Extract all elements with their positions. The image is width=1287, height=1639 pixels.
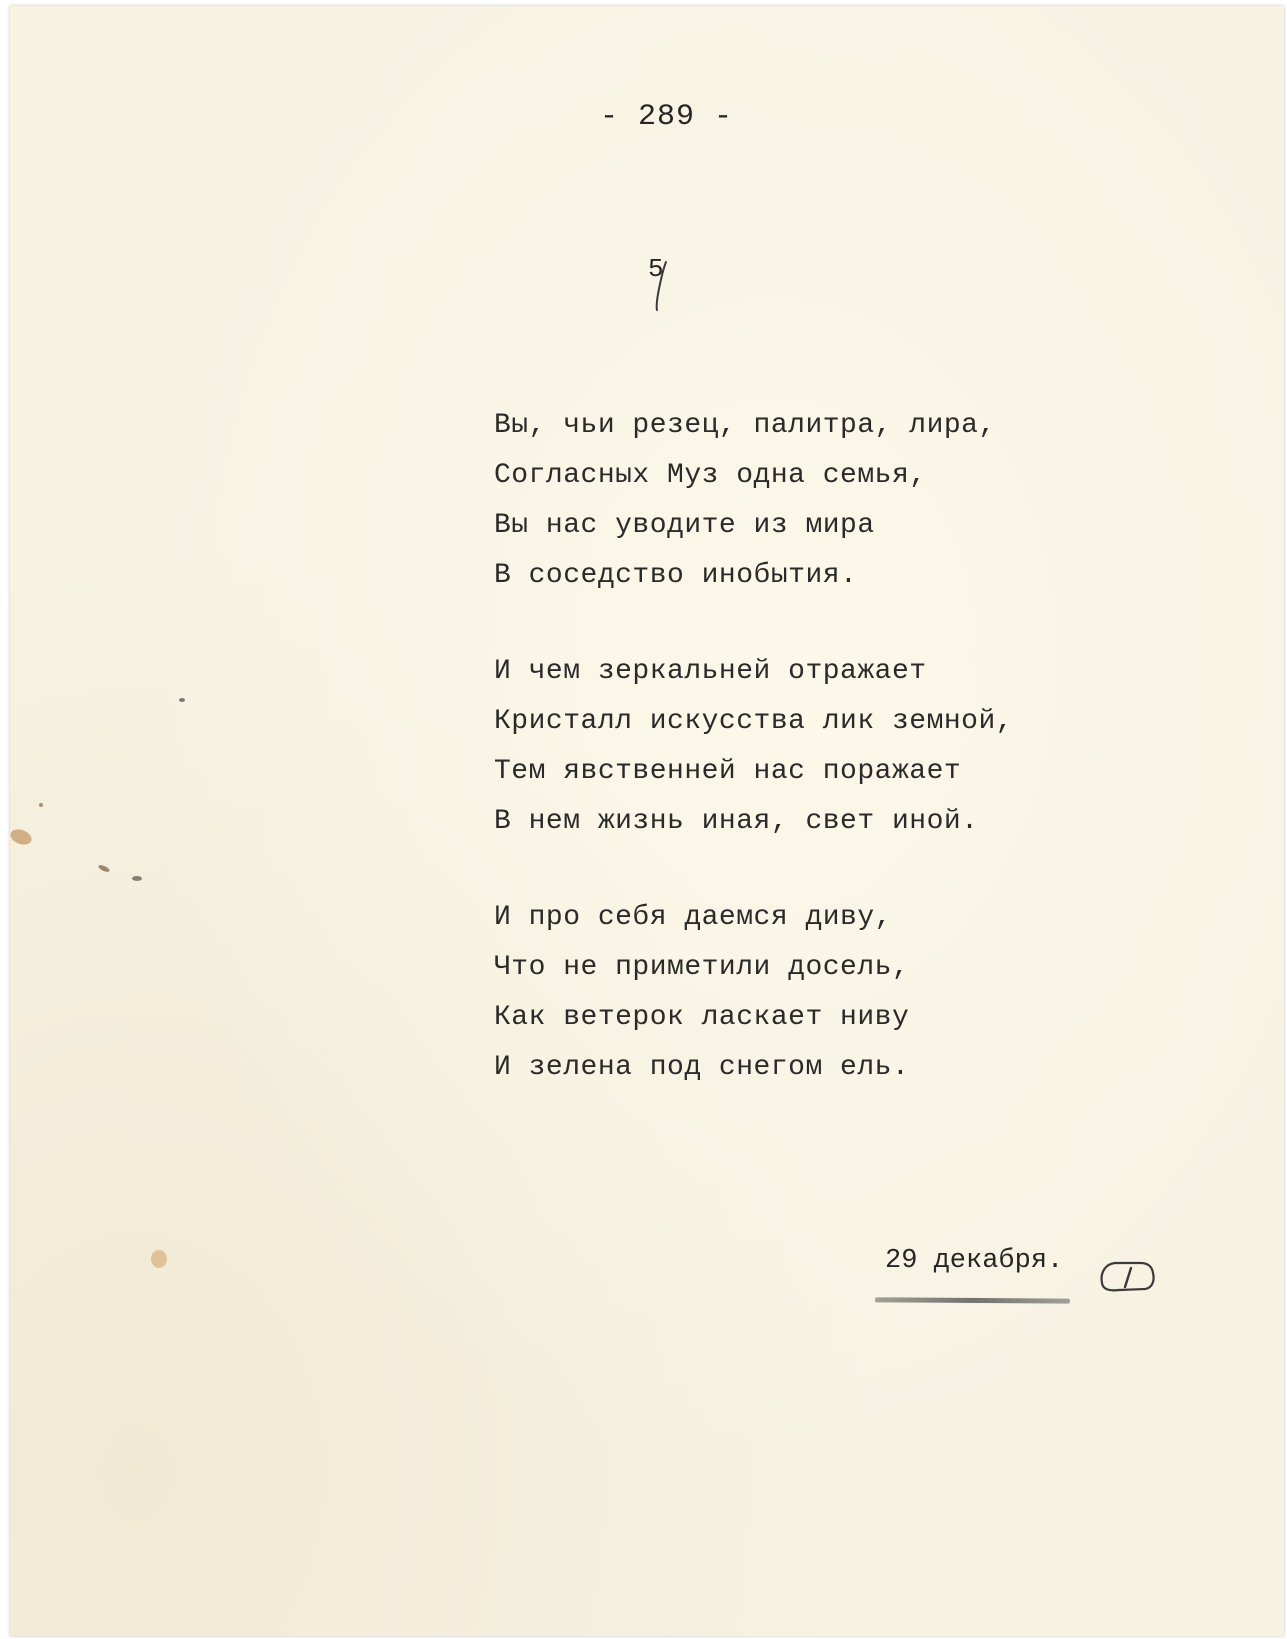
- date-text: 29 декабря.: [885, 1246, 1064, 1276]
- stanza: [494, 647, 1013, 847]
- paper-stain: [151, 1250, 167, 1268]
- poem-line: И чем зеркальней отражает: [494, 656, 927, 687]
- paper-stain: [39, 803, 43, 807]
- paper-stain: [98, 864, 111, 874]
- paper-stain: [8, 827, 33, 848]
- poem-line: И зелена под снегом ель.: [494, 1052, 910, 1083]
- pencil-underline: [875, 1297, 1070, 1303]
- poem: [494, 401, 1013, 1139]
- poem-line: Согласных Муз одна семья,: [494, 460, 927, 491]
- pencil-slash-mark: [650, 254, 680, 314]
- poem-line: Вы нас уводите из мира: [494, 510, 875, 541]
- pencil-bracket-mark: [1097, 1259, 1159, 1295]
- page-number: - 289 -: [600, 100, 734, 134]
- date-block: [885, 1246, 1063, 1276]
- poem-line: В нем жизнь иная, свет иной.: [494, 806, 979, 837]
- stanza: [494, 401, 1013, 601]
- paper-stain: [132, 876, 142, 881]
- document-page: [10, 6, 1284, 1636]
- poem-line: Тем явственней нас поражает: [494, 756, 962, 787]
- poem-line: Что не приметили досель,: [494, 952, 910, 983]
- poem-line: Вы, чьи резец, палитра, лира,: [494, 410, 996, 441]
- section-number: 5: [648, 254, 664, 284]
- poem-line: Кристалл искусства лик земной,: [494, 706, 1014, 737]
- poem-line: В соседство инобытия.: [494, 560, 858, 591]
- paper-stain: [179, 698, 185, 702]
- stanza: [494, 893, 1013, 1093]
- poem-line: И про себя даемся диву,: [494, 902, 892, 933]
- poem-line: Как ветерок ласкает ниву: [494, 1002, 910, 1033]
